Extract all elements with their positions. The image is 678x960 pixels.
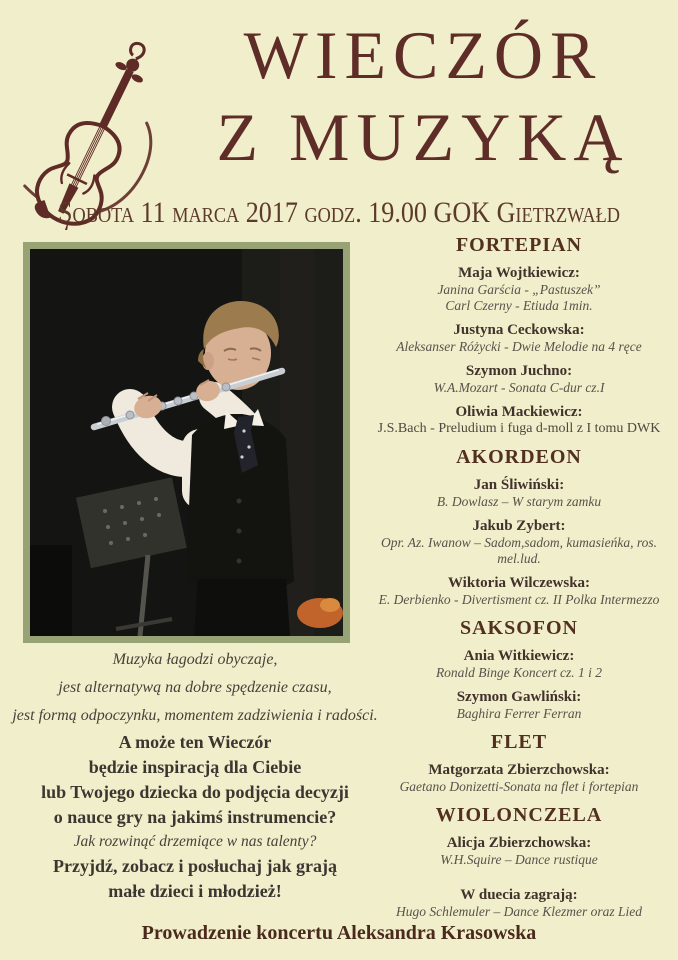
program-entry <box>368 648 670 681</box>
performer-name: Oliwia Mackiewicz: <box>455 404 583 420</box>
orange-object <box>297 598 343 628</box>
concert-photo <box>23 242 350 643</box>
piece-title: Hugo Schlemuler – Dance Klezmer oraz Lied <box>396 904 642 919</box>
event-date-line: Sobota 11 marca 2017 godz. 19.00 GOK Gietrzwałd <box>58 196 620 229</box>
program-section <box>368 804 670 920</box>
piece-title: E. Derbienko - Divertisment cz. II Polka Intermezzo <box>378 592 660 607</box>
intro-line: Jak rozwinąć drzemiące w nas talenty? <box>73 833 317 850</box>
program-entry <box>368 835 670 868</box>
performer-name: Wiktoria Wilczewska: <box>447 575 591 591</box>
performer-name: Szymon Juchno: <box>465 363 573 379</box>
section-title: FLET <box>490 731 548 753</box>
program <box>368 234 670 928</box>
section-title: FORTEPIAN <box>455 234 583 256</box>
title-line-2: Z MUZYKĄ <box>216 99 630 175</box>
piece-title: W.H.Squire – Dance rustique <box>440 852 598 867</box>
program-section <box>368 234 670 437</box>
intro-line: małe dzieci i młodzież! <box>108 881 282 901</box>
intro-line: lub Twojego dziecka do podjęcia decyzji <box>41 782 349 802</box>
program-entry <box>368 363 670 396</box>
footer-presenter-line: Prowadzenie koncertu Aleksandra Krasowska <box>141 922 537 944</box>
piece-title: J.S.Bach - Preludium i fuga d-moll z I tomu DWK <box>377 421 661 436</box>
intro-line: będzie inspiracją dla Ciebie <box>88 757 302 777</box>
program-entry <box>368 689 670 722</box>
performer-name: Ania Witkiewicz: <box>463 648 575 664</box>
program-entry <box>368 477 670 510</box>
performer-name: Matgorzata Zbierzchowska: <box>428 762 610 778</box>
performer-name: Szymon Gawliński: <box>456 689 582 705</box>
program-entry <box>368 887 670 920</box>
intro-line: o nauce gry na jakimś instrumencie? <box>53 807 337 827</box>
program-section <box>368 446 670 608</box>
program-entry <box>368 575 670 608</box>
piece-title: Carl Czerny - Etiuda 1min. <box>445 298 593 313</box>
piece-title: Opr. Az. Iwanow – Sadom,sadom, kumasieńka, ros. mel.lud. <box>380 535 657 566</box>
intro-line: Przyjdź, zobacz i posłuchaj jak grają <box>53 856 337 876</box>
program-entry <box>368 762 670 795</box>
program-section <box>368 617 670 722</box>
performer-name: Jan Śliwiński: <box>473 477 565 493</box>
section-title: AKORDEON <box>456 446 582 468</box>
piece-title: Ronald Binge Koncert cz. 1 i 2 <box>435 665 603 680</box>
intro-text-block <box>2 646 388 904</box>
performer-name: Jakub Zybert: <box>472 518 566 534</box>
piece-title: Janina Garścia - „Pastuszek” <box>437 282 601 297</box>
intro-line: Muzyka łagodzi obyczaje, <box>112 651 278 668</box>
program-entry <box>368 322 670 355</box>
performer-name: Maja Wojtkiewicz: <box>458 265 580 281</box>
intro-line: jest alternatywą na dobre spędzenie czasu, <box>58 679 332 696</box>
intro-line: jest formą odpoczynku, momentem zadziwienia i radości. <box>12 707 378 724</box>
title-line-1: WIECZÓR <box>243 17 603 93</box>
program-entry <box>368 404 670 437</box>
performer-name: Alicja Zbierzchowska: <box>446 835 592 851</box>
piece-title: Aleksanser Różycki - Dwie Melodie na 4 ręce <box>396 339 642 354</box>
intro-line: A może ten Wieczór <box>118 732 272 752</box>
piece-title: Baghira Ferrer Ferran <box>456 706 582 721</box>
performer-name: Justyna Ceckowska: <box>453 322 585 338</box>
piece-title: Gaetano Donizetti-Sonata na flet i fortepian <box>399 779 639 794</box>
program-section <box>368 731 670 795</box>
piece-title: B. Dowlasz – W starym zamku <box>436 494 602 509</box>
performer-name: W duecia zagrają: <box>460 887 578 903</box>
section-title: WIOLONCZELA <box>435 804 603 826</box>
program-entry <box>368 265 670 314</box>
piece-title: W.A.Mozart - Sonata C-dur cz.I <box>433 380 605 395</box>
section-title: SAKSOFON <box>459 617 579 639</box>
program-entry <box>368 518 670 567</box>
poster-title <box>172 14 674 178</box>
